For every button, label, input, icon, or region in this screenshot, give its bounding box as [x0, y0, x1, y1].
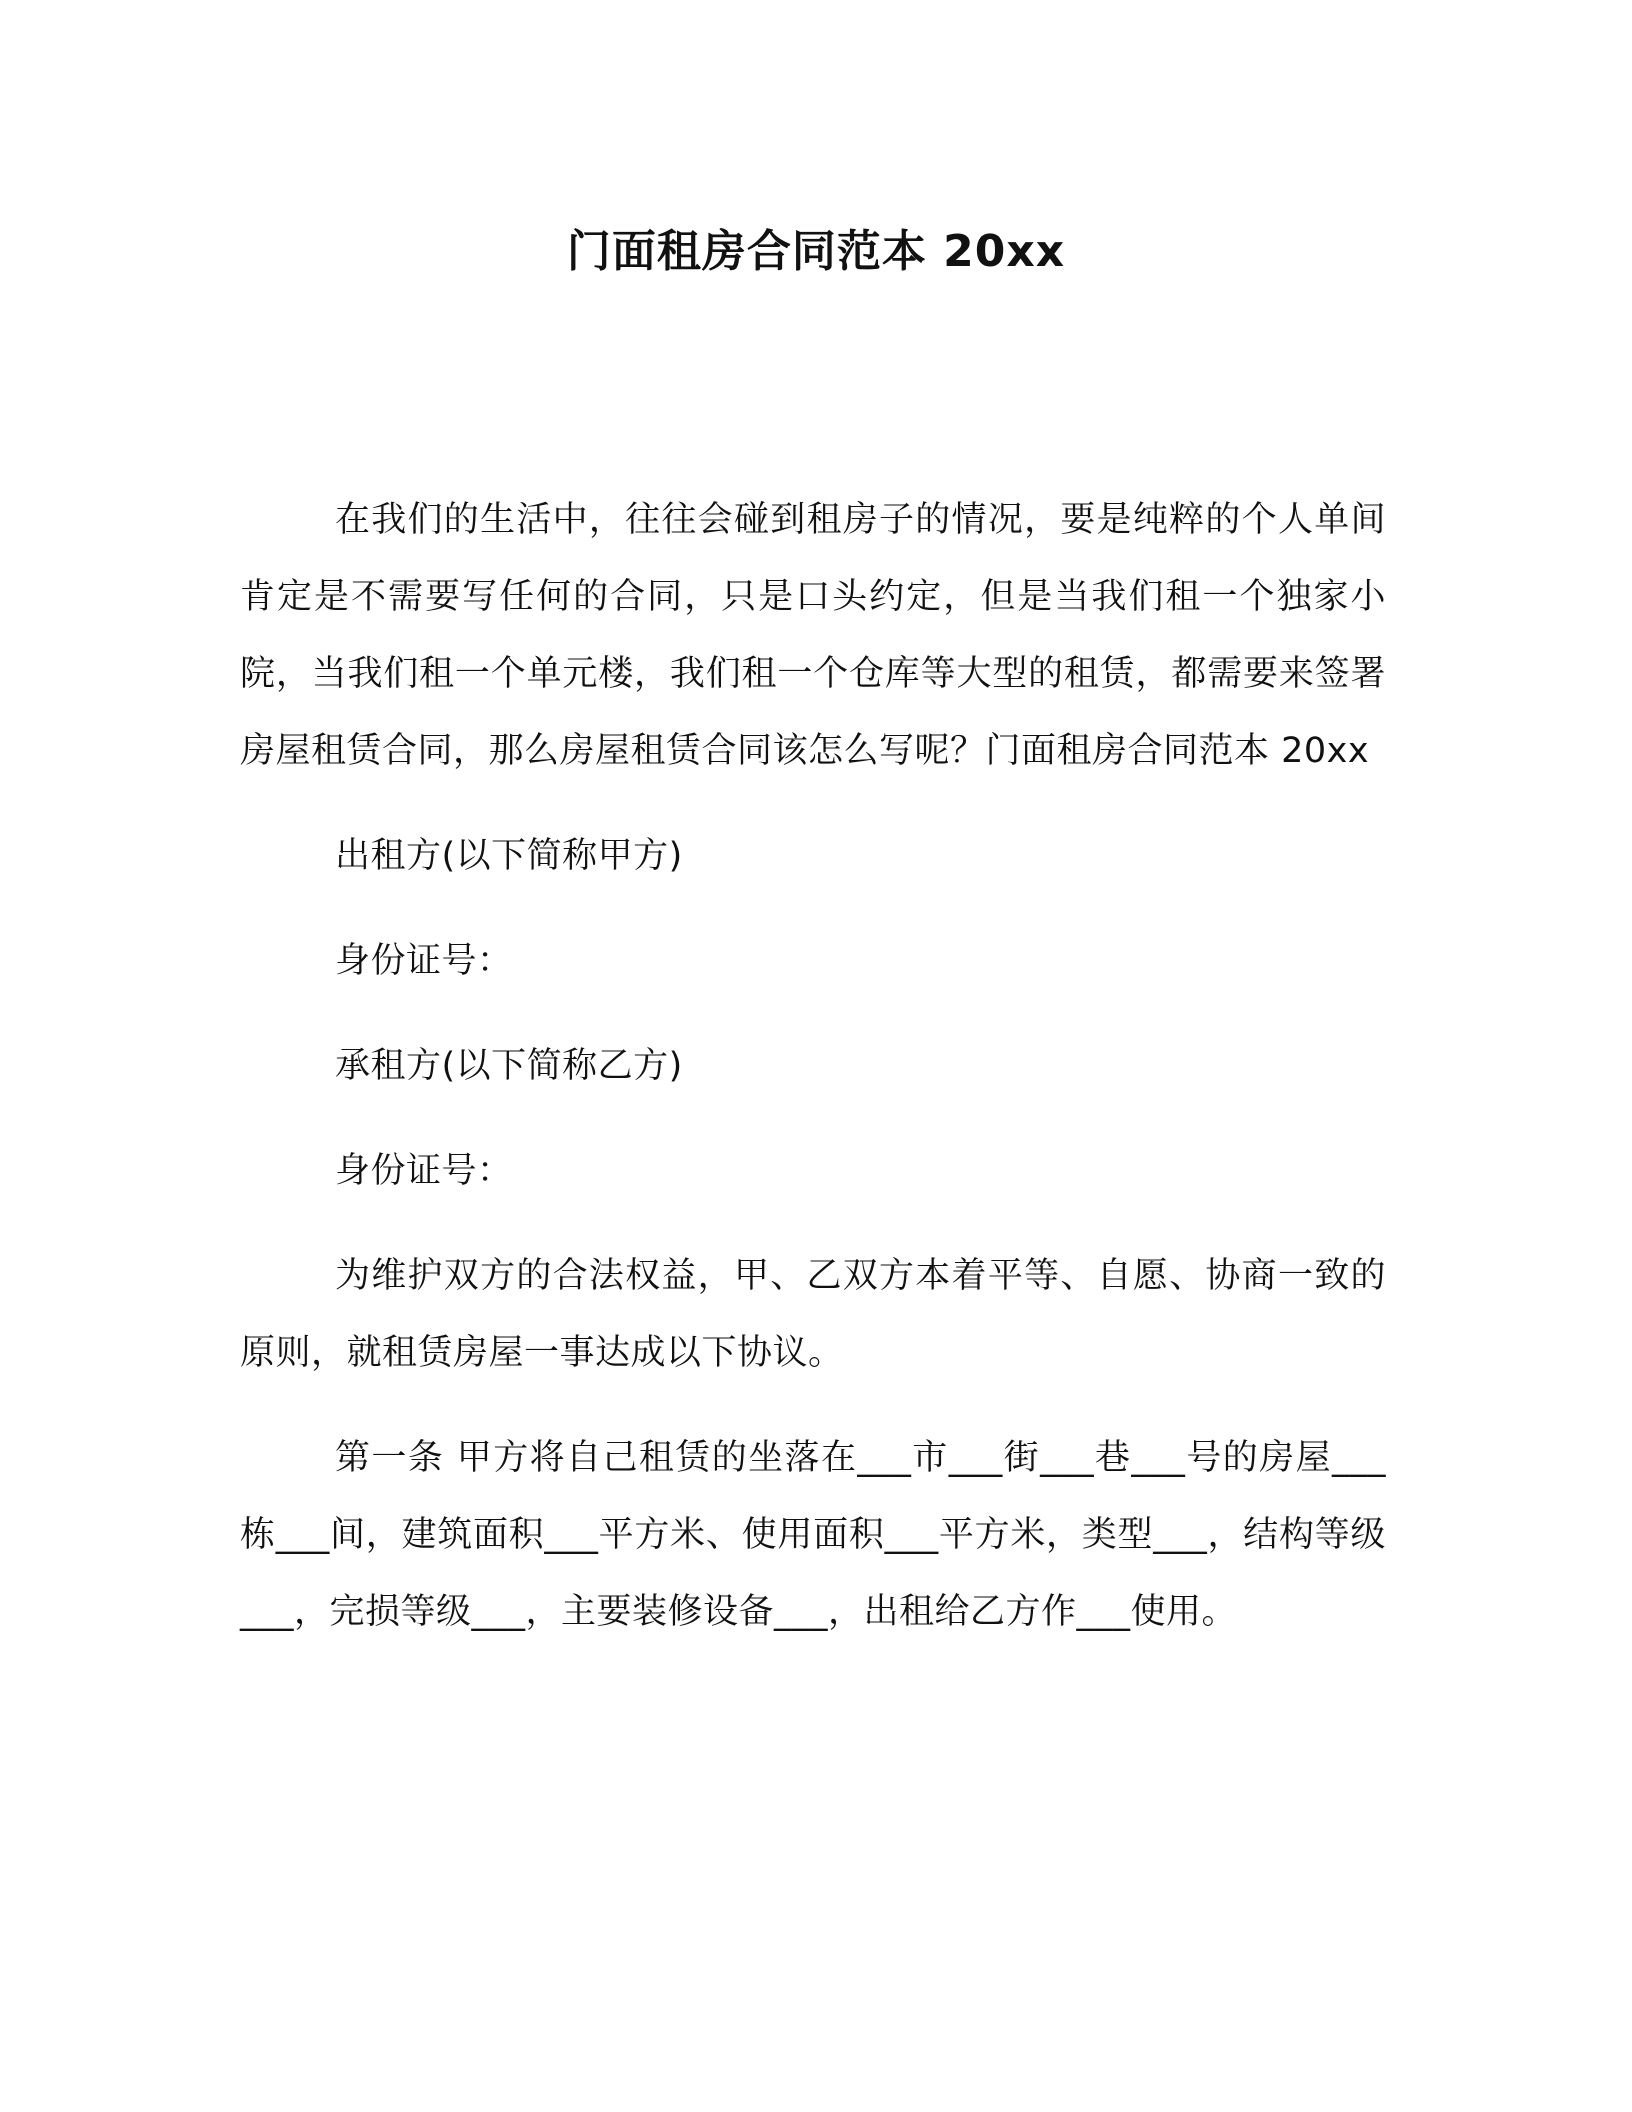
lessor-id-label: 身份证号： — [335, 941, 513, 981]
lessor-label: 出租方(以下简称甲方) — [335, 836, 683, 876]
lessee-label: 承租方(以下简称乙方) — [335, 1046, 683, 1086]
lessee-id-label: 身份证号： — [335, 1151, 513, 1191]
article-one-paragraph: 第一条 甲方将自己租赁的坐落在___市___街___巷___号的房屋___栋___间，建筑面积___平方米、使用面积___平方米，类型___，结构等级___，完损等级___，主要装修设备___，出租给乙方作___使用。 — [240, 1438, 1386, 1632]
purpose-paragraph: 为维护双方的合法权益，甲、乙双方本着平等、自愿、协商一致的原则，就租赁房屋一事达成以下协议。 — [240, 1256, 1386, 1373]
document-body — [240, 482, 1386, 1651]
document-title: 门面租房合同范本 20xx — [566, 226, 1066, 277]
intro-paragraph: 在我们的生活中，往往会碰到租房子的情况，要是纯粹的个人单间肯定是不需要写任何的合同，只是口头约定，但是当我们租一个独家小院，当我们租一个单元楼，我们租一个仓库等大型的租赁，都需要来签署房屋租赁合同，那么房屋租赁合同该怎么写呢？门面租房合同范本 20xx — [240, 500, 1386, 771]
